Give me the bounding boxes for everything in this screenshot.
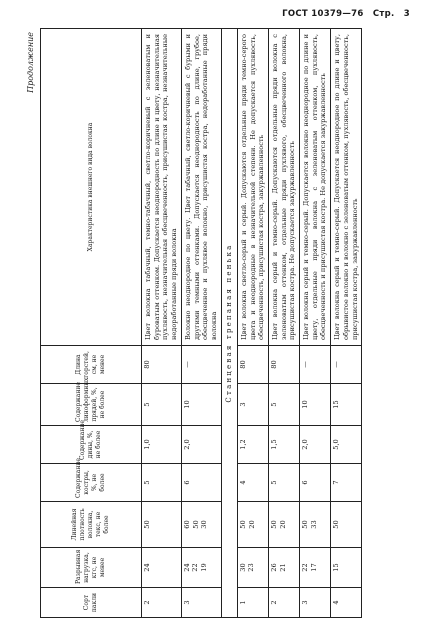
table-row — [237, 29, 268, 618]
col-load: Разрывная нагрузка, кгс, не менее — [41, 548, 142, 588]
cell-dina: 2,0 — [300, 426, 331, 464]
page-header — [276, 9, 410, 19]
cell-length: 80 — [237, 346, 268, 384]
load-value: 30 — [238, 563, 247, 572]
load-value: 21 — [278, 563, 287, 572]
load-value: 15 — [332, 563, 341, 572]
cell-strands: 5 — [268, 384, 299, 426]
cell-bast: 5 — [268, 464, 299, 502]
cell-load — [237, 548, 268, 588]
load-value: 22 — [191, 563, 200, 572]
cell-description: Цвет волокна табачный, темно-табачный, светло-коричневый с зеленоватым и буроватым оттенком. Допускается неоднородность по длине и цвету, незначительная пухлявость, незначительная обесцвеченность, присушистая костра, незначительные недоработанные пряди волокна — [142, 29, 182, 346]
cell-strands: 5 — [142, 384, 182, 426]
col-description: Характеристика внешнего вида волокна — [41, 29, 142, 346]
cell-grade: 2 — [268, 588, 299, 618]
load-value: 22 — [301, 563, 310, 572]
cell-strands: 15 — [331, 384, 362, 426]
cell-grade: 3 — [300, 588, 331, 618]
cell-density: 50 20 — [268, 502, 299, 548]
table-row — [331, 29, 362, 618]
header-row — [41, 29, 142, 618]
cell-dina: 1,2 — [237, 426, 268, 464]
standard-number: ГОСТ 10379—76 — [282, 9, 364, 19]
cell-load — [300, 548, 331, 588]
cell-bast: 6 — [181, 464, 221, 502]
cell-length: — — [331, 346, 362, 384]
load-value: 23 — [247, 563, 256, 572]
col-length: Длина горстей, см, не менее — [41, 346, 142, 384]
cell-strands: 10 — [300, 384, 331, 426]
cell-density: 50 — [331, 502, 362, 548]
cell-load — [181, 548, 221, 588]
cell-grade: 4 — [331, 588, 362, 618]
cell-density: 50 — [142, 502, 182, 548]
cell-density: 50 20 — [237, 502, 268, 548]
cell-length: — — [181, 346, 221, 384]
cell-bast: 4 — [237, 464, 268, 502]
table-row — [142, 29, 182, 618]
cell-grade: 1 — [237, 588, 268, 618]
table-row — [268, 29, 299, 618]
load-value: 24 — [143, 563, 151, 572]
cell-density: 50 33 — [300, 502, 331, 548]
col-dina: Содержание дины, %, не более — [41, 426, 142, 464]
cell-load — [268, 548, 299, 588]
table-body-a — [142, 29, 222, 618]
cell-description: Цвет волокна серый и темно-серый. Допускается неоднородное по длине и цвету, обрывистое волокно и волокно с зеленоватым оттенком, пухлявость, обесцвеченность, присушистая костра, закуржавленность — [331, 29, 362, 346]
cell-length: — — [300, 346, 331, 384]
cell-description: Цвет волокна светло-серый и серый. Допускаются отдельные пряди темно-серого цвета и неоднородные в незначительной степени. Не допускается пухлявость, обесцвеченность, присушистая костра, закуржавленность — [237, 29, 268, 346]
cell-bast: 6 — [300, 464, 331, 502]
cell-strands: 3 — [237, 384, 268, 426]
load-value: 26 — [269, 563, 278, 572]
col-grade: Сорт пакли — [41, 588, 142, 618]
spec-table — [40, 28, 362, 618]
cell-load — [331, 548, 362, 588]
section-title: Станцевая трепаная пенька — [221, 29, 237, 618]
cell-dina: 5,0 — [331, 426, 362, 464]
cell-grade: 2 — [142, 588, 182, 618]
continued-label: Продолжение — [26, 32, 35, 93]
cell-density: 60 50 30 — [181, 502, 221, 548]
rotated-table-sheet — [24, 28, 400, 618]
cell-load — [142, 548, 182, 588]
load-value: 17 — [309, 563, 318, 572]
cell-dina: 1,5 — [268, 426, 299, 464]
col-strands: Содержание линоформных прядей, %, не более — [41, 384, 142, 426]
section-row — [221, 29, 237, 618]
cell-description: Волокно неоднородное по цвету. Цвет табачный, светло-коричневый с бурыми и другими темными оттенками. Допускается неоднородность по длине, грубое, обесцвеченное и пухлявое волокно, присушистая костра, недоработанные пряди волокна — [181, 29, 221, 346]
col-density: Линейная плотность волокна, текс, не более — [41, 502, 142, 548]
table-row — [300, 29, 331, 618]
col-bast: Содержание костры, %, не более — [41, 464, 142, 502]
cell-length: 80 — [142, 346, 182, 384]
cell-description: Цвет волокна серый и темно-серый. Допускаются отдельные пряди волокна с зеленоватым оттенком, отдельные пряди пухлявого, обесцвеченного волокна, присушистая костра. Не допускается закуржавленность — [268, 29, 299, 346]
load-value: 19 — [199, 563, 208, 572]
cell-bast: 5 — [142, 464, 182, 502]
load-value: 24 — [182, 563, 191, 572]
cell-length: 80 — [268, 346, 299, 384]
page-label: Стр. — [372, 9, 395, 19]
cell-grade: 3 — [181, 588, 221, 618]
table-body-b — [237, 29, 361, 618]
cell-dina: 2,0 — [181, 426, 221, 464]
cell-dina: 1,0 — [142, 426, 182, 464]
cell-bast: 7 — [331, 464, 362, 502]
table-row — [181, 29, 221, 618]
cell-description: Цвет волокна серый и темно-серый. Допускается волокно неоднородное по длине и цвету, отдельные пряди волокна с зеленоватым оттенком, пухлявость, обесцвеченность и присушистая костра. Не допускается закуржавленность — [300, 29, 331, 346]
page-number: 3 — [403, 9, 410, 19]
cell-strands: 10 — [181, 384, 221, 426]
